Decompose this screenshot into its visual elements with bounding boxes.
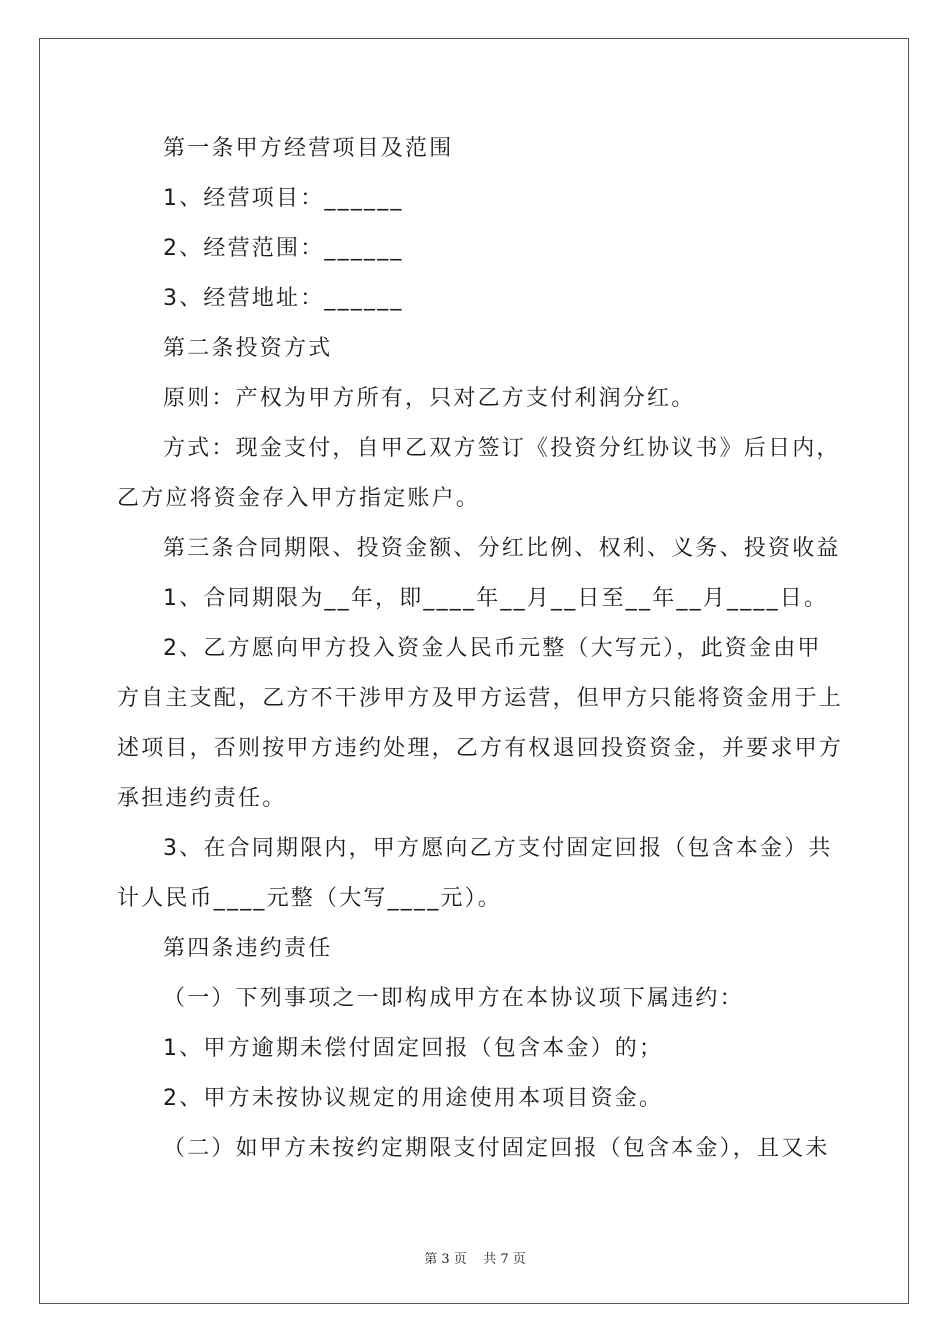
method-line-1: 方式：现金支付，自甲乙双方签订《投资分红协议书》后日内， bbox=[163, 436, 841, 461]
investment-paragraph-line-1: 2、乙方愿向甲方投入资金人民币元整（大写元），此资金由甲 bbox=[163, 636, 822, 661]
method-line-2: 乙方应将资金存入甲方指定账户。 bbox=[117, 486, 481, 511]
article-1-heading: 第一条甲方经营项目及范围 bbox=[163, 136, 454, 161]
article-4-heading: 第四条违约责任 bbox=[163, 936, 333, 961]
contract-term-line: 1、合同期限为__年，即____年__月__日至__年__月____日。 bbox=[163, 586, 829, 611]
business-scope-line: 2、经营范围：______ bbox=[163, 236, 404, 261]
page-border bbox=[39, 38, 909, 1304]
investment-paragraph-line-4: 承担违约责任。 bbox=[117, 786, 287, 811]
article-2-heading: 第二条投资方式 bbox=[163, 336, 333, 361]
breach-clause-1-heading: （一）下列事项之一即构成甲方在本协议项下属违约： bbox=[163, 986, 744, 1011]
breach-item-2: 2、甲方未按协议规定的用途使用本项目资金。 bbox=[163, 1086, 664, 1111]
return-paragraph-line-1: 3、在合同期限内，甲方愿向乙方支付固定回报（包含本金）共 bbox=[163, 836, 833, 861]
breach-item-1: 1、甲方逾期未偿付固定回报（包含本金）的； bbox=[163, 1036, 664, 1061]
breach-clause-2-line: （二）如甲方未按约定期限支付固定回报（包含本金），且又未 bbox=[163, 1136, 830, 1161]
principle-line: 原则：产权为甲方所有，只对乙方支付利润分红。 bbox=[163, 386, 696, 411]
business-project-line: 1、经营项目：______ bbox=[163, 186, 404, 211]
return-paragraph-line-2: 计人民币____元整（大写____元）。 bbox=[117, 886, 503, 911]
investment-paragraph-line-2: 方自主支配，乙方不干涉甲方及甲方运营，但甲方只能将资金用于上 bbox=[117, 686, 844, 711]
page-number-footer: 第 3 页 共 7 页 bbox=[424, 1252, 526, 1267]
article-3-heading: 第三条合同期限、投资金额、分红比例、权利、义务、投资收益 bbox=[163, 536, 841, 561]
investment-paragraph-line-3: 述项目，否则按甲方违约处理，乙方有权退回投资资金，并要求甲方 bbox=[117, 736, 844, 761]
business-address-line: 3、经营地址：______ bbox=[163, 286, 404, 311]
